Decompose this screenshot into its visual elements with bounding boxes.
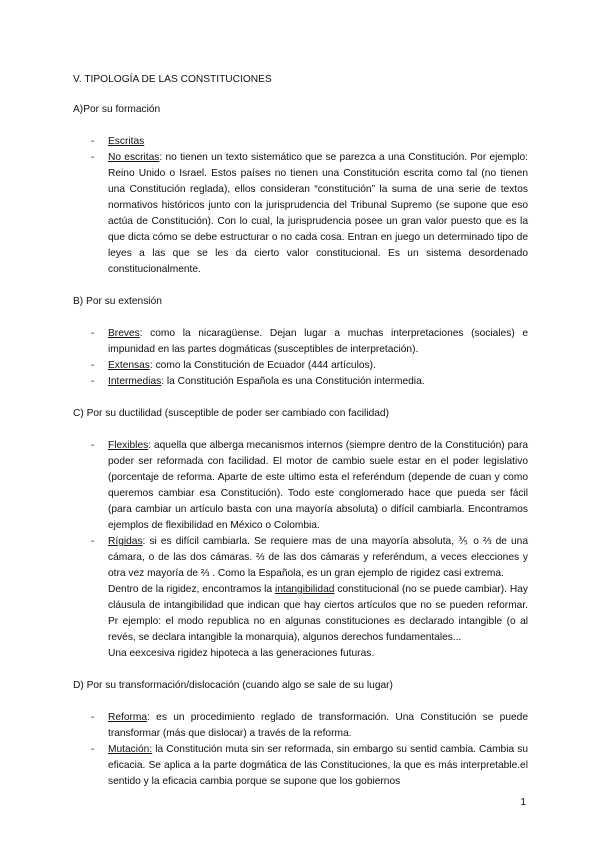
term-rigidas: Rígidas: [108, 536, 143, 547]
list-item: - Mutación: la Constitución muta sin ser reformada, sin embargo su sentid cambia. Cambia su eficacia. Se aplica a la parte dogmática de las Constituciones, la que es más interpretable.el sentido y la eficacia cambia porque se supone que los gobiernos: [108, 742, 528, 790]
document-body: [73, 72, 528, 790]
term-mutacion: Mutación:: [108, 744, 153, 755]
rigidas-paragraph-3: Una eexcesiva rigidez hipoteca a las generaciones futuras.: [108, 648, 375, 659]
list-item: - Intermedias: la Constitución Española es una Constitución intermedia.: [108, 374, 528, 390]
term-breves: Breves: [108, 328, 140, 339]
list-transformacion: [73, 710, 528, 790]
list-item: - Rígidas: si es difícil cambiarla. Se requiere mas de una mayoría absoluta, ⅗ o ⅔ de una cámara, o de las dos cámaras. ⅔ de las dos cámaras y referéndum, a veces elecciones y otra vez mayoría de ⅔ . Como la Española, es un gran ejemplo de rigidez casi extrema. Dentro de la rigidez, encontramos la intangibilidad constitucional (no se puede cambiar). Hay cláusula de intangibilidad que indican que hay ciertos artículos que no se pueden reformar. Pr ejemplo: el modo republica no en algunas constituciones es declarado intangible (o al revés, se declara intangible la monarquia), algunos derechos fundamentales... Una eexcesiva rigidez hipoteca a las generaciones futuras.: [108, 534, 528, 662]
section-heading-formacion: A)Por su formación: [73, 104, 161, 115]
term-flexibles: Flexibles: [108, 440, 149, 451]
section-heading-ductilidad: C) Por su ductilidad (susceptible de poder ser cambiado con facilidad): [73, 408, 389, 419]
term-escritas: Escritas: [108, 136, 145, 147]
list-item: - Breves: como la nicaragüense. Dejan lugar a muchas interpretaciones (sociales) e impunidad en las partes dogmáticas (susceptibles de interpretación).: [108, 326, 528, 358]
list-item: [108, 134, 528, 150]
rigidas-paragraph-2: Dentro de la rigidez, encontramos la intangibilidad constitucional (no se puede cambiar). Hay cláusula de intangibilidad que indican que hay ciertos artículos que no se pueden reformar. Pr ejemplo: el modo republica no en algunas constituciones es declarado intangible (o al revés, se declara intangible la monarquia), algunos derechos fundamentales...: [108, 584, 528, 643]
list-formacion: [73, 134, 528, 278]
list-item: - Extensas: como la Constitución de Ecuador (444 artículos).: [108, 358, 528, 374]
section-heading-transformacion: D) Por su transformación/dislocación (cuando algo se sale de su lugar): [73, 680, 393, 691]
term-reforma: Reforma: [108, 712, 148, 723]
page-number: 1: [520, 797, 526, 808]
document-title: V. TIPOLOGÍA DE LAS CONSTITUCIONES: [73, 74, 272, 85]
list-item: - Reforma: es un procedimiento reglado de transformación. Una Constitución se puede transformar (más que dislocar) a través de la reforma.: [108, 710, 528, 742]
list-extension: [73, 326, 528, 390]
term-intermedias: Intermedias: [108, 376, 162, 387]
list-ductilidad: [73, 438, 528, 662]
list-item: - Flexibles: aquella que alberga mecanismos internos (siempre dentro de la Constitución) para poder ser reformada con facilidad. El motor de cambio suele estar en el poder legislativo (porcentaje de reforma. Aparte de este ultimo esta el referéndum (depende de cuan y como queremos cambiar esa Constitución). Todo este conglomerado hace que pueda ser fácil (para cambiar un artículo basta con una mayoría absoluta) o difícil cambiarla. Encontramos ejemplos de flexibilidad en México o Colombia.: [108, 438, 528, 534]
list-item: - No escritas: no tienen un texto sistemático que se parezca a una Constitución. Por ejemplo: Reino Unido o Israel. Estos países no tienen una Constitución escrita como tal (no tienen una Constitución reglada), ellos consideran “constitución” la suma de una serie de textos normativos históricos junto con la jurisprudencia del Tribunal Supremo (se supone que eso actúa de Constitución). Con lo cual, la jurisprudencia posee un gran valor puesto que es la que dicta cómo se debe estructurar o no cada cosa. Entran en juego un determinado tipo de leyes a las que se les da cierto valor constitucional. Es un sistema desordenado constitucionalmente.: [108, 150, 528, 278]
term-extensas: Extensas: [108, 360, 150, 371]
term-intangibilidad: intangibilidad: [274, 584, 335, 595]
section-heading-extension: B) Por su extensión: [73, 296, 162, 307]
term-no-escritas: No escritas: [108, 152, 160, 163]
